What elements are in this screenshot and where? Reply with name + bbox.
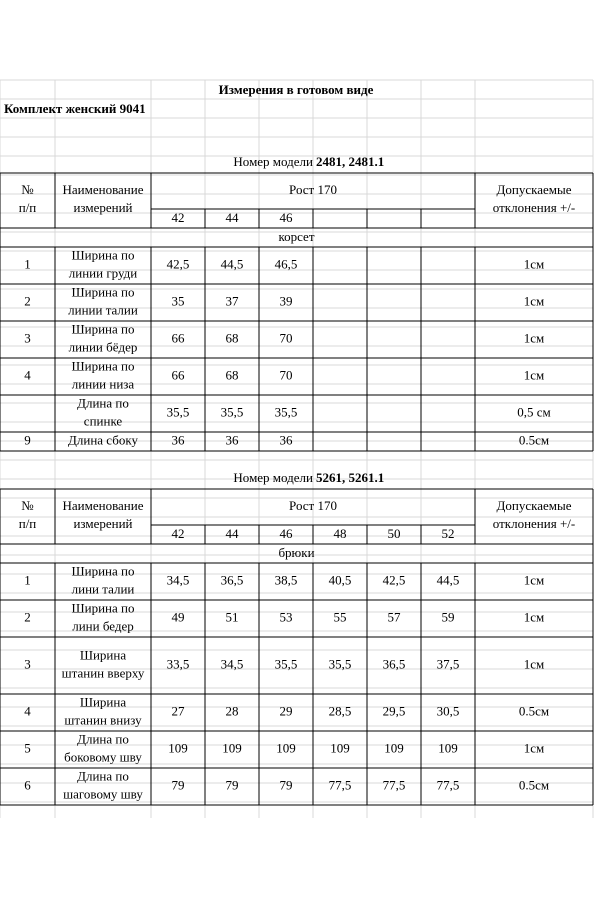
row-number: 4 <box>24 367 31 383</box>
measurement-name: линии бёдер <box>68 339 138 355</box>
section-label: брюки <box>278 544 315 560</box>
sheet-title: Измерения в готовом виде <box>218 81 374 97</box>
measurement-value: 35,5 <box>274 404 298 420</box>
measurement-value: 35 <box>171 293 185 309</box>
size-header: 52 <box>441 525 455 541</box>
measurement-value: 70 <box>279 367 293 383</box>
measurement-value: 79 <box>171 777 185 793</box>
measurement-value: 28,5 <box>328 703 352 719</box>
measurement-name: Длина по <box>77 731 129 747</box>
tolerance-value: 1см <box>523 367 545 383</box>
measurement-name: Ширина по <box>71 247 135 263</box>
size-header: 42 <box>171 209 185 225</box>
measurement-name: Ширина по <box>71 321 135 337</box>
measurement-value: 53 <box>279 609 293 625</box>
measurement-value: 79 <box>279 777 293 793</box>
measurement-value: 59 <box>441 609 455 625</box>
tolerance-value: 1см <box>523 330 545 346</box>
tolerance-value: 0.5см <box>518 432 550 448</box>
model-number-label: Номер модели <box>233 153 313 169</box>
column-header-number: п/п <box>18 515 37 531</box>
measurement-name: линии талии <box>68 302 138 318</box>
measurement-name: штанин вверху <box>61 665 145 681</box>
measurement-value: 44,5 <box>220 256 244 272</box>
measurement-value: 35,5 <box>166 404 190 420</box>
measurement-value: 109 <box>330 740 350 756</box>
measurement-value: 68 <box>225 367 239 383</box>
column-header-tolerance: отклонения +/- <box>492 199 576 215</box>
column-header-tolerance: Допускаемые <box>496 181 572 197</box>
measurement-value: 35,5 <box>274 656 298 672</box>
measurement-value: 77,5 <box>382 777 406 793</box>
tolerance-value: 1см <box>523 256 545 272</box>
column-header-height: Рост 170 <box>289 497 337 513</box>
measurement-value: 109 <box>168 740 188 756</box>
model-number-label: Номер модели <box>233 469 313 485</box>
measurement-value: 109 <box>384 740 404 756</box>
size-header: 42 <box>171 525 185 541</box>
measurement-name: Длина сбоку <box>68 432 138 448</box>
measurement-value: 37,5 <box>436 656 460 672</box>
measurement-value: 79 <box>225 777 239 793</box>
measurement-value: 57 <box>387 609 401 625</box>
tolerance-value: 1см <box>523 656 545 672</box>
size-header: 46 <box>279 525 293 541</box>
tolerance-value: 1см <box>523 740 545 756</box>
measurement-name: Длина по <box>77 395 129 411</box>
measurement-value: 35,5 <box>220 404 244 420</box>
column-header-tolerance: Допускаемые <box>496 497 572 513</box>
measurement-value: 51 <box>225 609 239 625</box>
tolerance-value: 0.5см <box>518 777 550 793</box>
measurement-value: 33,5 <box>166 656 190 672</box>
size-header: 48 <box>333 525 347 541</box>
measurement-value: 109 <box>438 740 458 756</box>
product-name: Комплект женский 9041 <box>4 100 146 116</box>
measurement-value: 29,5 <box>382 703 406 719</box>
measurement-value: 28 <box>225 703 239 719</box>
column-header-name: Наименование <box>62 497 144 513</box>
measurement-value: 77,5 <box>436 777 460 793</box>
measurement-value: 36,5 <box>220 572 244 588</box>
row-number: 3 <box>24 656 31 672</box>
measurement-value: 109 <box>276 740 296 756</box>
measurement-value: 44,5 <box>436 572 460 588</box>
measurement-name: спинке <box>83 413 123 429</box>
measurement-value: 70 <box>279 330 293 346</box>
column-header-name: Наименование <box>62 181 144 197</box>
measurement-name: Ширина по <box>71 600 135 616</box>
section-label: корсет <box>278 228 315 244</box>
row-number: 9 <box>24 432 31 448</box>
row-number: 5 <box>24 740 31 756</box>
measurement-value: 46,5 <box>274 256 298 272</box>
measurement-value: 34,5 <box>220 656 244 672</box>
measurement-value: 29 <box>279 703 293 719</box>
column-header-number: № <box>21 181 34 197</box>
model-number-value: 2481, 2481.1 <box>316 153 385 169</box>
measurement-name: шаговому шву <box>63 786 143 802</box>
measurement-name: Ширина по <box>71 358 135 374</box>
row-number: 2 <box>24 293 31 309</box>
measurement-name: лини бедер <box>72 618 134 634</box>
column-header-height: Рост 170 <box>289 181 337 197</box>
row-number: 2 <box>24 609 31 625</box>
row-number: 3 <box>24 330 31 346</box>
measurement-value: 36 <box>225 432 239 448</box>
column-header-name: измерений <box>73 199 133 215</box>
column-header-number: № <box>21 497 34 513</box>
column-header-name: измерений <box>73 515 133 531</box>
measurement-name: Ширина по <box>71 284 135 300</box>
row-number: 1 <box>24 572 31 588</box>
size-header: 44 <box>225 209 239 225</box>
measurement-name: боковому шву <box>64 749 142 765</box>
measurement-name: Ширина по <box>71 563 135 579</box>
measurement-value: 34,5 <box>166 572 190 588</box>
measurement-value: 42,5 <box>166 256 190 272</box>
measurement-value: 77,5 <box>328 777 352 793</box>
measurement-value: 109 <box>222 740 242 756</box>
model-number-value: 5261, 5261.1 <box>316 469 385 485</box>
size-header: 46 <box>279 209 293 225</box>
measurement-value: 42,5 <box>382 572 406 588</box>
measurement-value: 30,5 <box>436 703 460 719</box>
column-header-number: п/п <box>18 199 37 215</box>
tolerance-value: 1см <box>523 293 545 309</box>
measurement-value: 68 <box>225 330 239 346</box>
measurement-value: 40,5 <box>328 572 352 588</box>
measurement-value: 35,5 <box>328 656 352 672</box>
row-number: 1 <box>24 256 31 272</box>
measurement-value: 66 <box>171 330 185 346</box>
measurement-name: штанин внизу <box>64 712 142 728</box>
measurement-value: 36 <box>171 432 185 448</box>
column-header-tolerance: отклонения +/- <box>492 515 576 531</box>
measurement-name: Ширина <box>79 694 127 710</box>
measurement-value: 38,5 <box>274 572 298 588</box>
size-header: 44 <box>225 525 239 541</box>
row-number: 4 <box>24 703 31 719</box>
tolerance-value: 1см <box>523 609 545 625</box>
tolerance-value: 0.5см <box>518 703 550 719</box>
measurement-value: 36,5 <box>382 656 406 672</box>
measurement-name: линии низа <box>71 376 135 392</box>
measurement-value: 39 <box>279 293 293 309</box>
size-header: 50 <box>387 525 401 541</box>
measurement-name: Ширина <box>79 647 127 663</box>
measurement-value: 49 <box>171 609 185 625</box>
measurement-value: 37 <box>225 293 239 309</box>
measurement-name: Длина по <box>77 768 129 784</box>
measurement-value: 66 <box>171 367 185 383</box>
measurement-name: лини талии <box>71 581 135 597</box>
tolerance-value: 0,5 см <box>517 404 551 420</box>
measurement-value: 55 <box>333 609 347 625</box>
measurement-value: 36 <box>279 432 293 448</box>
tolerance-value: 1см <box>523 572 545 588</box>
row-number: 6 <box>24 777 31 793</box>
measurement-name: линии груди <box>68 265 138 281</box>
measurement-value: 27 <box>171 703 185 719</box>
